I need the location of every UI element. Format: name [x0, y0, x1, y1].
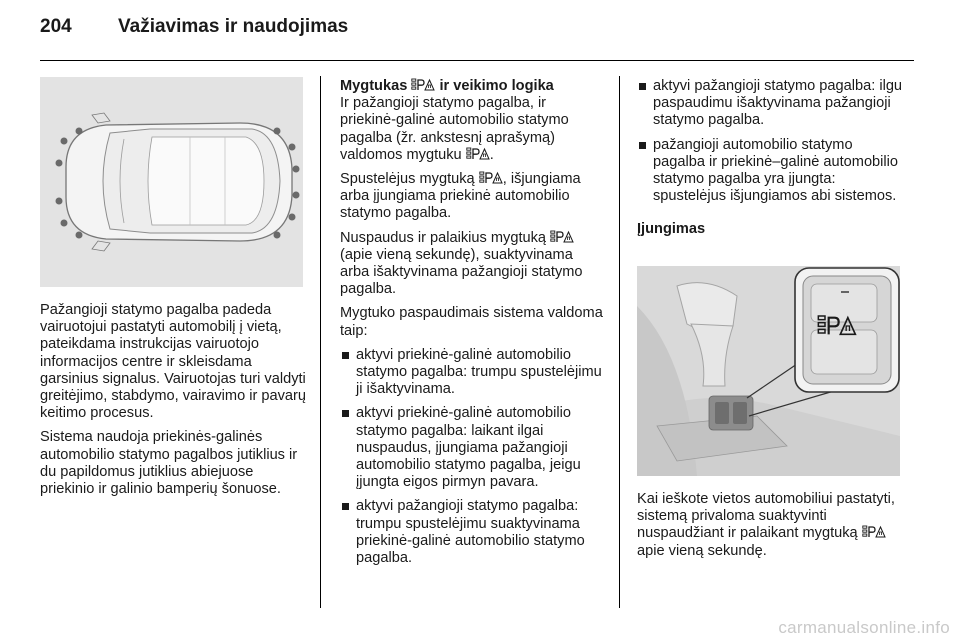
activation-paragraph: Kai ieškote vietos automobiliui pastatyti, sistemą privaloma suaktyvinti nuspaudžiant ir palaikant mygtuką apie vieną sekundę.	[637, 491, 895, 559]
sensors-paragraph: Sistema naudoja priekinės-galinės automobilio statymo pagalbos jutiklius ir du papildomus jutiklius abiejuose priekinio ir galinio bamperių šonuose.	[40, 429, 298, 498]
list-item: aktyvi pažangioji statymo pagalba: trumpu spustelėjimu suaktyvinama priekinė-galinė automobilio statymo pagalba.	[340, 498, 606, 567]
page-title: Važiavimas ir naudojimas	[118, 16, 349, 37]
park-assist-button-icon	[862, 525, 886, 539]
control-paragraph: Ir pažangioji statymo pagalba, ir priekinė-galinė automobilio statymo pagalba (žr. ankstesnį aprašymą) valdomos mygtuku .	[340, 95, 569, 163]
park-assist-button-icon	[411, 78, 435, 92]
column-1	[40, 302, 308, 505]
watermark: carmanualsonline.info	[778, 618, 950, 637]
console-button-figure	[637, 266, 900, 476]
intro-paragraph: Pažangioji statymo pagalba padeda vairuotojui pastatyti automobilį į vietą, pateikdama instrukcijas vairuotojo informacijos centre ir skleisdama garsinius signalus. Vairuotojas turi valdyti greitėjimo, stabdymo, vairavimo ir pavarų keitimo procesus.	[40, 302, 307, 422]
list-item: aktyvi priekinė-galinė automobilio statymo pagalba: laikant ilgai nuspaudus, įjungiama pažangioji automobilio statymo pagalba, jeigu įjungta eigos pirmyn pavara.	[340, 405, 606, 491]
header-rule	[40, 60, 914, 61]
press-logic-list	[340, 347, 606, 567]
column-2	[340, 78, 606, 574]
list-item: pažangioji automobilio statymo pagalba ir priekinė–galinė automobilio statymo pagalba yra įjungta: spustelėjus išjungiamos abi sistemos.	[637, 137, 905, 206]
short-press-paragraph: Spustelėjus mygtuką , išjungiama arba įjungiama priekinė automobilio statymo pagalba.	[340, 171, 581, 222]
park-assist-button-icon	[479, 171, 503, 185]
car-sensor-illustration	[40, 77, 303, 287]
long-press-paragraph: Nuspaudus ir palaikius mygtuką (apie vieną sekundę), suaktyvinama arba išaktyvinama pažangioji statymo pagalba.	[340, 229, 583, 298]
car-top-view-figure	[40, 77, 303, 287]
column-divider-2	[619, 76, 620, 608]
column-3-bottom	[637, 491, 905, 567]
park-assist-button-icon	[466, 147, 490, 161]
column-divider-1	[320, 76, 321, 608]
list-item: aktyvi pažangioji statymo pagalba: ilgu paspaudimu išaktyvinama pažangioji statymo pagalba.	[637, 78, 905, 130]
console-illustration	[637, 266, 900, 476]
button-logic-heading: Mygtukas ir veikimo logika	[340, 78, 554, 94]
press-logic-list-continued	[637, 78, 905, 205]
page-number: 204	[40, 16, 72, 37]
park-assist-button-icon	[550, 230, 574, 244]
press-logic-intro: Mygtuko paspaudimais sistema valdoma taip:	[340, 305, 603, 339]
column-3-top	[637, 78, 905, 239]
list-item: aktyvi priekinė-galinė automobilio statymo pagalba: trumpu spustelėjimu ji išaktyvinama.	[340, 347, 606, 399]
activation-heading: Įjungimas	[637, 221, 706, 238]
